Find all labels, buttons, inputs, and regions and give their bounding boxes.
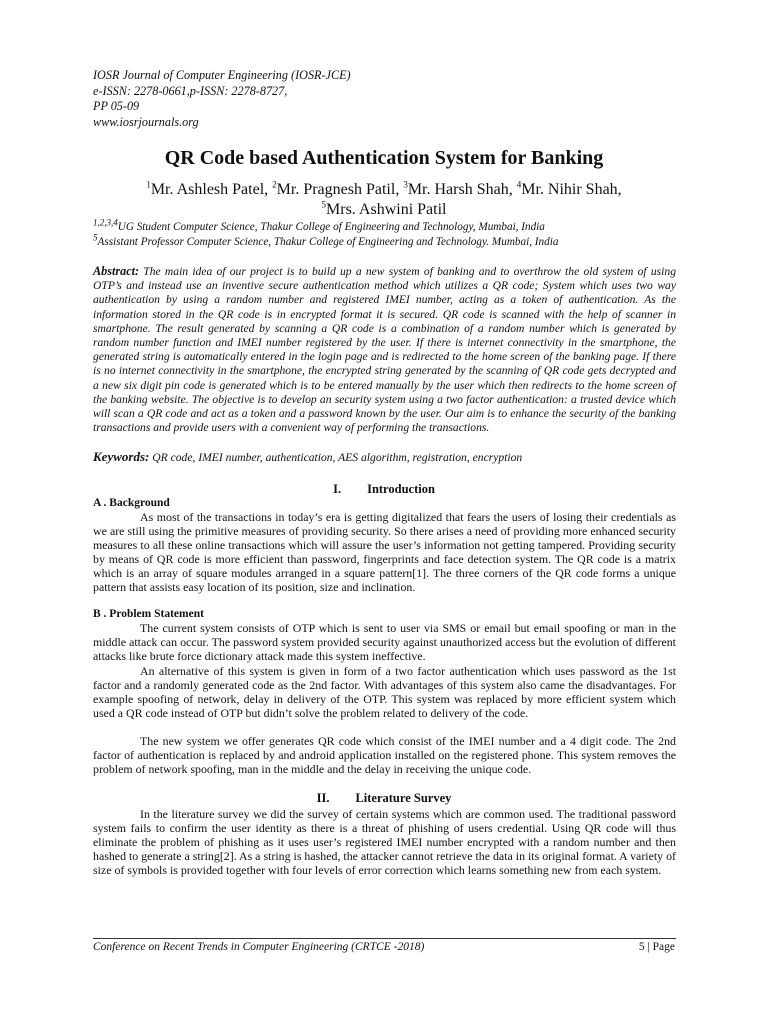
author-name: Mr. Ashlesh Patel,	[150, 181, 273, 198]
affiliation-2	[93, 231, 559, 250]
footer-conference: Conference on Recent Trends in Computer Engineering (CRTCE -2018)	[93, 941, 425, 953]
journal-website: www.iosrjournals.org	[93, 114, 199, 129]
author-name: Mr. Nihir Shah,	[521, 181, 622, 198]
journal-issn: e-ISSN: 2278-0661,p-ISSN: 2278-8727,	[93, 83, 288, 98]
subsection-problem-statement: B . Problem Statement	[93, 608, 204, 620]
section-heading-literature-survey	[0, 791, 768, 806]
keywords	[93, 449, 676, 465]
author-sup: 4	[516, 179, 522, 190]
author-sup: 2	[272, 179, 277, 190]
journal-header	[93, 68, 351, 130]
abstract-text: The main idea of our project is to build up a new system of banking and to overthrow the old system of using OTP’s and instead use an inventive secure authentication method which utilizes a QR code; System which uses two way authentication by using a random number and registered IMEI number, acting as a token of authentication. As the information stored in the QR code is in encrypted format it is secured. QR code is scanned with the help of scanner in smartphone. The result generated by scanning a QR code is a combination of a random number which is generated by random number function and IMEI number registered by the user. If there is internet connectivity in the smartphone, the generated string is automatically entered in the login page and is redirected to the home screen of the banking page. If there is no internet connectivity in the smartphone, the encrypted string generated by the scanning of QR code gets decrypted and a new six digit pin code is generated which is to be entered manually by the user which then redirects to the home screen of the banking website. The objective is to develop an security system using a two factor authentication: a trusted device which will scan a QR code and act as a token and a password known by the user. Our aim is to enhance the security of the banking transactions and provide users with a convenient way of performing the transactions.	[93, 265, 676, 435]
paper-title: QR Code based Authentication System for Banking	[164, 147, 604, 169]
paragraph-literature: In the literature survey we did the survey of certain systems which are common used. The traditional password system fails to confirm the user identity as there is a threat of phishing of users credential. Using QR code will thus eliminate the problem of phishing as it uses user’s registered IMEI number encrypted with a random number and then hashed to generate a string[2]. As a string is hashed, the attacker cannot retrieve the data in its original format. A variety of size of symbols is provided together with four levels of error correction which learns something new from each system.	[93, 807, 676, 878]
author-name: Mr. Pragnesh Patil,	[276, 181, 404, 198]
author-line-1	[0, 180, 768, 200]
author-sup: 3	[403, 179, 408, 190]
paragraph-background: As most of the transactions in today’s era is getting digitalized that fears the users of losing their credentials as we are still using the primitive measures of providing security. So there arises a need of providing more enhanced security measures to all these online transactions which will assure the user’s information not getting tampered. Providing security by means of QR code is more efficient than password, fingerprints and face detection system. The QR code is a matrix which is an array of square modules arranged in a square pattern[1]. The three corners of the QR code forms a unique pattern that assists easy location of its position, size and inclination.	[93, 510, 676, 595]
journal-pages: PP 05-09	[93, 99, 140, 113]
paragraph-problem-1: The current system consists of OTP which is sent to user via SMS or email but email spoofing or man in the middle attack can occur. The password system provided security against unauthorized access but the evolution of different attacks like brute force dictionary attack made this system ineffective.	[93, 621, 676, 664]
footer-page-number: 5 | Page	[638, 941, 675, 953]
subsection-background: A . Background	[93, 497, 170, 509]
keywords-label: Keywords:	[93, 449, 150, 464]
paragraph-problem-2: An alternative of this system is given in form of a two factor authentication which uses password as the 1st factor and a randomly generated code as the 2nd factor. With advantages of this system also came the disadvantages. For example spoofing of network, delay in delivery of the OTP. This system was replaced by more efficient system which used a QR code instead of OTP but didn’t solve the problem related to delivery of the code.	[93, 664, 676, 721]
author-sup: 1	[146, 179, 151, 190]
journal-name: IOSR Journal of Computer Engineering (IOSR-JCE)	[93, 68, 351, 82]
paragraph-problem-3: The new system we offer generates QR code which consist of the IMEI number and a 4 digit code. The 2nd factor of authentication is replaced by and android application installed on the registered phone. This system removes the problem of network spoofing, man in the middle and the delay in receiving the unique code.	[93, 734, 676, 777]
affiliation-sup: 5	[93, 231, 98, 242]
author-sup: 5	[321, 199, 327, 210]
affiliations	[93, 217, 559, 249]
affiliation-sup: 1,2,3,4	[93, 217, 118, 228]
abstract-label: Abstract:	[93, 264, 140, 278]
section-number: I.	[333, 482, 342, 496]
affiliation-text: Assistant Professor Computer Science, Thakur College of Engineering and Technology. Mumbai, India	[97, 235, 559, 248]
section-title: Introduction	[367, 482, 435, 496]
author-list	[0, 180, 768, 220]
affiliation-text: UG Student Computer Science, Thakur College of Engineering and Technology, Mumbai, India	[117, 221, 545, 233]
section-number: II.	[316, 791, 330, 805]
section-title: Literature Survey	[355, 791, 452, 805]
section-heading-introduction	[0, 482, 768, 497]
affiliation-1	[93, 217, 558, 235]
author-name: Mr. Harsh Shah,	[407, 181, 517, 198]
abstract	[93, 264, 676, 435]
footer-rule	[93, 938, 676, 939]
author-name: Mrs. Ashwini Patil	[326, 201, 447, 218]
keywords-text: QR code, IMEI number, authentication, AES algorithm, registration, encryption	[152, 451, 523, 464]
